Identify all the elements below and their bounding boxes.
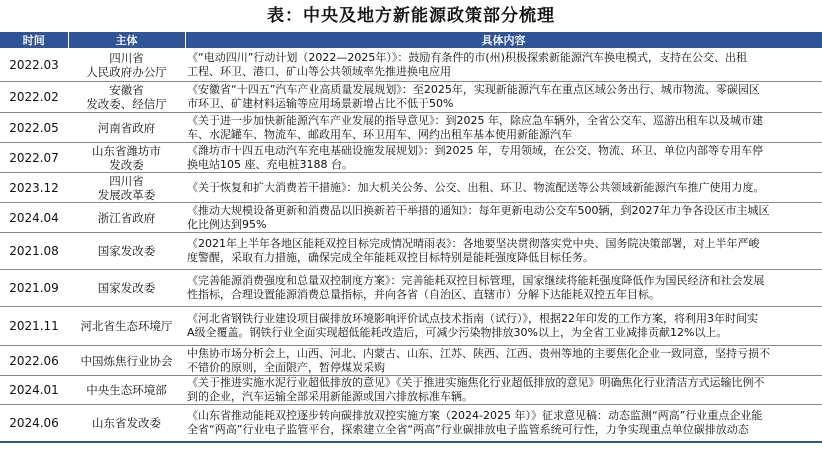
content-line: 全省“两高”行业电子监管平台，探索建立全省“两高”行业碳排放电子监管系统可行性，力争实现重点单位碳排放动态: [187, 423, 749, 436]
row-time: 2021.08: [0, 233, 68, 270]
page-title: 表：中央及地方新能源政策部分梳理: [267, 6, 555, 26]
content-line: A级全覆盖。钢铁行业全面实现超低能耗改造后，可减少污染物排放30%以上，为全省工业减排贡献12%以上。: [187, 326, 728, 339]
content-line: 《安徽省“十四五”汽车产业高质量发展规划》：至2025年，实现新能源汽车在重点区域公务出行、城市物流、零碳园区: [187, 83, 760, 96]
content-line: 度警醒，采取有力措施，确保完成全年能耗双控目标特别是能耗强度降低目标任务。: [187, 251, 594, 264]
content-line: 《完善能源消费强度和总量双控制度方案》：完善能耗双控目标管理，国家继续将能耗强度降低作为国民经济和社会发展: [187, 274, 765, 287]
row-content: [185, 113, 822, 143]
row-subject: 四川省 发展改革委: [68, 173, 185, 203]
table-row: [0, 173, 822, 203]
content-line: 《山东省推动能耗双控逐步转向碳排放双控实施方案（2024-2025 年）》征求意见稿：动态监测“两高”行业重点企业能: [187, 409, 763, 422]
table-row: [0, 346, 822, 376]
content-line: 《“电动四川”行动计划（2022—2025年）》：鼓励有条件的市(州)积极探索新能源汽车换电模式，支持在公交、出租: [187, 50, 747, 64]
row-time: 2024.04: [0, 203, 68, 233]
row-time: 2022.07: [0, 143, 68, 173]
table-row: [0, 270, 822, 307]
row-subject: 国家发改委: [68, 233, 185, 270]
row-content: [185, 48, 822, 82]
row-content: [185, 376, 822, 405]
row-subject: 河南省政府: [68, 113, 185, 143]
table-row: [0, 376, 822, 405]
content-line: 不错价的原则，全面限产，暂停煤炭采购: [187, 360, 385, 374]
row-content: [185, 173, 822, 203]
header-content: 具体内容: [185, 32, 822, 48]
content-line: 工程、环卫、港口、矿山等公共领域率先推进换电应用: [187, 64, 451, 78]
row-time: 2024.01: [0, 376, 68, 405]
row-content: [185, 270, 822, 307]
row-subject: 中央生态环境部: [68, 376, 185, 405]
row-content: [185, 203, 822, 233]
table-row: [0, 233, 822, 270]
row-content: [185, 346, 822, 376]
table-row: [0, 113, 822, 143]
row-subject: 山东省潍坊市 发改委: [68, 143, 185, 173]
content-line: 化比例达到95%: [187, 217, 267, 231]
table-row: [0, 143, 822, 173]
table-row: [0, 203, 822, 233]
row-time: 2022.02: [0, 82, 68, 113]
header-subject: 主体: [68, 32, 185, 48]
content-line: 《关于恢复和扩大消费若干措施》：加大机关公务、公交、出租、环卫、物流配送等公共领域新能源汽车推广使用力度。: [187, 180, 765, 194]
row-time: 2024.06: [0, 405, 68, 443]
row-subject: 山东省发改委: [68, 405, 185, 443]
content-line: 车、水泥罐车、物流车、邮政用车、环卫用车、网约出租车基本使用新能源汽车: [187, 127, 572, 141]
table-row: [0, 405, 822, 443]
table-row: [0, 48, 822, 82]
content-line: 性指标，合理设置能源消费总量指标，并向各省（自治区、直辖市）分解下达能耗双控五年目标。: [187, 288, 660, 301]
row-time: 2023.12: [0, 173, 68, 203]
row-subject: 中国炼焦行业协会: [68, 346, 185, 376]
row-content: [185, 233, 822, 270]
content-line: 市环卫、矿建材料运输等应用场景新增占比不低于50%: [187, 97, 454, 110]
content-line: 换电站105 座、充电桩3188 台。: [187, 157, 353, 171]
table-header-row: [0, 32, 822, 48]
table-row: [0, 307, 822, 346]
content-line: 《关于进一步加快新能源汽车产业发展的指导意见》：到2025 年，除应急车辆外，全省公交车、巡游出租车以及城市建: [187, 113, 763, 127]
content-line: 《推动大规模设备更新和消费品以旧换新若干举措的通知》：每年更新电动公交车500辆，到2027年力争各设区市主城区: [187, 203, 770, 217]
policy-table: [0, 32, 822, 443]
row-subject: 浙江省政府: [68, 203, 185, 233]
row-subject: 国家发改委: [68, 270, 185, 307]
content-line: 中焦协市场分析会上，山西、河北、内蒙古、山东、江苏、陕西、江西、贵州等地的主要焦化企业一致同意，坚持亏损不: [187, 346, 770, 360]
row-content: [185, 307, 822, 346]
row-content: [185, 405, 822, 443]
row-content: [185, 82, 822, 113]
row-subject: 安徽省 发改委、经信厅: [68, 82, 185, 113]
row-subject: 河北省生态环境厅: [68, 307, 185, 346]
content-line: 《2021年上半年各地区能耗双控目标完成情况晴雨表》：各地要坚决贯彻落实党中央、国务院决策部署，对上半年严峻: [187, 237, 760, 250]
row-subject: 四川省 人民政府办公厅: [68, 48, 185, 82]
content-line: 《关于推进实施水泥行业超低排放的意见》《关于推进实施焦化行业超低排放的意见》明确焦化行业清洁方式运输比例不: [187, 376, 765, 389]
content-line: 《潍坊市十四五电动汽车充电基础设施发展规划》：到2025 年，专用领域，在公交、物流、环卫、单位内部等专用车停: [187, 143, 763, 157]
table-row: [0, 82, 822, 113]
row-time: 2021.09: [0, 270, 68, 307]
row-time: 2022.05: [0, 113, 68, 143]
header-time: 时间: [0, 32, 68, 48]
row-content: [185, 143, 822, 173]
row-time: 2022.03: [0, 48, 68, 82]
content-line: 《河北省钢铁行业建设项目碳排放环境影响评价试点技术指南（试行）》，根据22年印发的工作方案，将利用3年时间实: [187, 312, 758, 325]
content-line: 到的企业，汽车运输全部采用新能源或国六排放标准车辆。: [187, 390, 473, 403]
row-time: 2022.06: [0, 346, 68, 376]
row-time: 2021.11: [0, 307, 68, 346]
